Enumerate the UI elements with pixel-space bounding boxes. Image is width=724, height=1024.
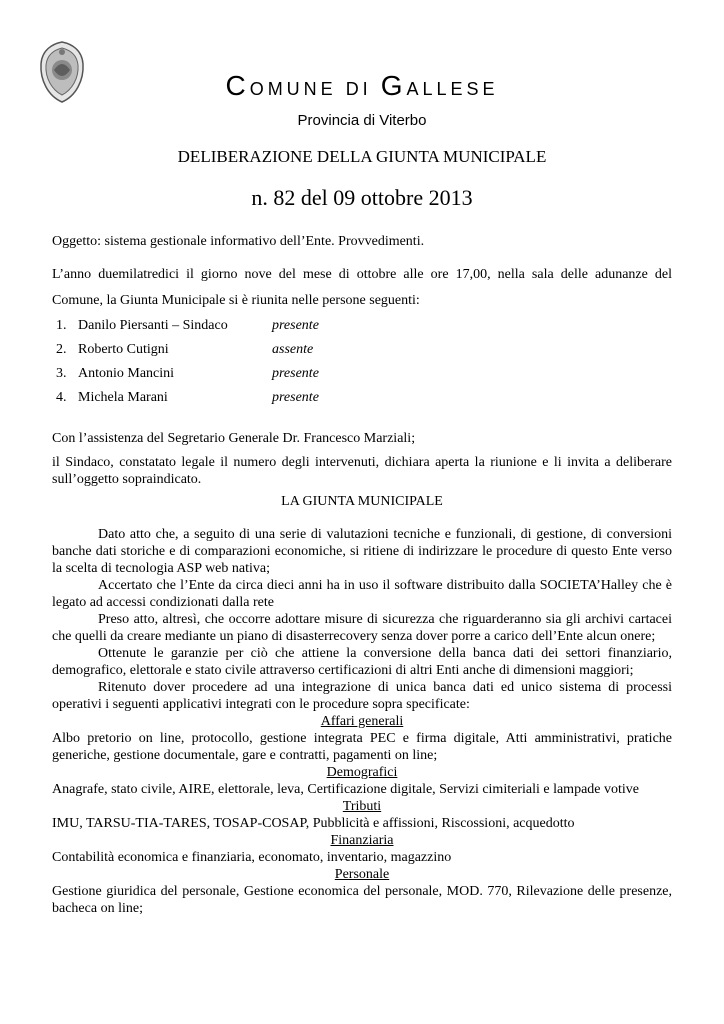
mayor-statement: il Sindaco, constatato legale il numero degli intervenuti, dichiara aperta la riunione e li invita a deliberare sull’oggetto sopraindicato. — [52, 455, 672, 487]
paragraph: Ottenute le garanzie per ciò che attiene la conversione della banca dati dei settori finanziario, demografico, elettorale e stato civile attraverso certificazioni di altri Enti anche di dimensioni maggiori; — [52, 646, 672, 678]
section-heading-personale: Personale — [334, 867, 390, 882]
section-heading-tributi: Tributi — [342, 799, 382, 814]
section-heading-finanziaria: Finanziaria — [330, 833, 394, 848]
municipality-title: COMUNE DI GALLESE — [225, 70, 499, 101]
attendee-row: 3. Antonio Mancini presente — [56, 366, 319, 381]
section-heading-demografici: Demografici — [326, 765, 398, 780]
intro-line-2: Comune, la Giunta Municipale si è riunita nelle persone seguenti: — [52, 293, 420, 308]
attendee-row: 1. Danilo Piersanti – Sindaco presente — [56, 318, 319, 333]
deliberation-body — [52, 526, 672, 917]
intro-line-1: L’anno duemilatredici il giorno nove del mese di ottobre alle ore 17,00, nella sala delle adunanze del — [52, 267, 672, 282]
paragraph: Dato atto che, a seguito di una serie di valutazioni tecniche e funzionali, di gestione, di conversioni banche dati storiche e di comparazioni economiche, si ritiene di indirizzare le procedure di questo Ente verso la scelta di tecnologia ASP web nativa; — [52, 527, 672, 576]
deliberation-heading: DELIBERAZIONE DELLA GIUNTA MUNICIPALE — [177, 147, 547, 166]
paragraph: Preso atto, altresì, che occorre adottare misure di sicurezza che riguarderanno sia gli archivi cartacei che quelli da creare mediante un piano di disasterrecovery senza dover porre a carico dell’Ente alcun onere; — [52, 612, 672, 644]
section-body: IMU, TARSU-TIA-TARES, TOSAP-COSAP, Pubblicità e affissioni, Riscossioni, acquedotto — [52, 816, 575, 831]
section-heading-affari-generali: Affari generali — [320, 714, 404, 729]
subject-line: Oggetto: sistema gestionale informativo dell’Ente. Provvedimenti. — [52, 234, 425, 249]
attendee-row: 2. Roberto Cutigni assente — [56, 342, 314, 357]
assistance-line: Con l’assistenza del Segretario Generale Dr. Francesco Marziali; — [52, 431, 416, 446]
giunta-heading: LA GIUNTA MUNICIPALE — [281, 494, 443, 509]
paragraph: Ritenuto dover procedere ad una integrazione di unica banca dati ed unico sistema di processi operativi i seguenti applicativi integrati con le procedure sopra specificate: — [52, 680, 672, 712]
attendee-row: 4. Michela Marani presente — [56, 390, 319, 405]
province-subtitle: Provincia di Viterbo — [297, 112, 427, 129]
section-body: Anagrafe, stato civile, AIRE, elettorale, leva, Certificazione digitale, Servizi cimiteriali e lampade votive — [52, 782, 639, 797]
paragraph: Accertato che l’Ente da circa dieci anni ha in uso il software distribuito dalla SOCIETA’Halley che è legato ad accessi condizionati dalla rete — [52, 578, 672, 610]
deliberation-number: n. 82 del 09 ottobre 2013 — [251, 185, 473, 210]
section-body: Gestione giuridica del personale, Gestione economica del personale, MOD. 770, Rilevazione delle presenze, bacheca on line; — [52, 884, 672, 916]
section-body: Contabilità economica e finanziaria, economato, inventario, magazzino — [52, 850, 452, 865]
section-body: Albo pretorio on line, protocollo, gestione integrata PEC e firma digitale, Atti amministrativi, pratiche generiche, gestione documentale, gare e contratti, pagamenti on line; — [52, 731, 672, 763]
